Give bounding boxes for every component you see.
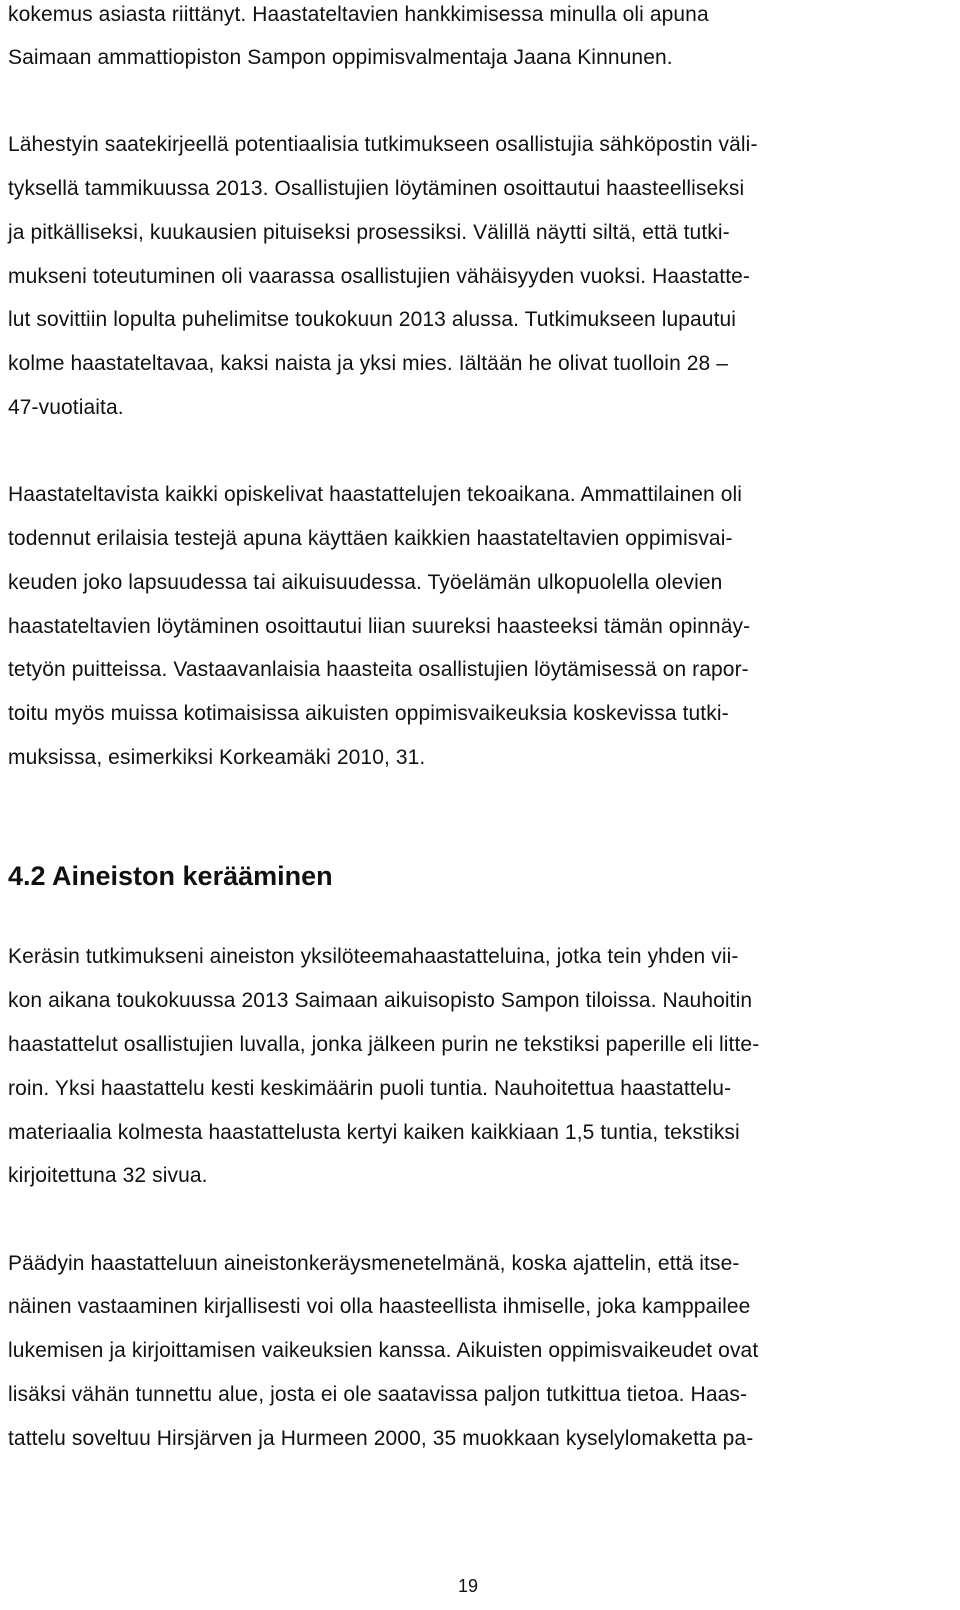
text-line: tyksellä tammikuussa 2013. Osallistujien löytäminen osoittautui haasteelliseksi bbox=[8, 177, 745, 200]
section-heading: 4.2 Aineiston kerääminen bbox=[8, 861, 333, 891]
text-line: tattelu soveltuu Hirsjärven ja Hurmeen 2000, 35 muokkaan kyselylomaketta pa- bbox=[8, 1427, 754, 1450]
text-line: kolme haastateltavaa, kaksi naista ja yksi mies. Iältään he olivat tuolloin 28 – bbox=[8, 352, 729, 375]
text-line: materiaalia kolmesta haastattelusta kertyi kaiken kaikkiaan 1,5 tuntia, tekstiksi bbox=[8, 1121, 740, 1144]
text-line: lut sovittiin lopulta puhelimitse toukokuun 2013 alussa. Tutkimukseen lupautui bbox=[8, 308, 737, 331]
text-line: keuden joko lapsuudessa tai aikuisuudessa. Työelämän ulkopuolella olevien bbox=[8, 571, 723, 594]
text-line: 47-vuotiaita. bbox=[8, 396, 124, 419]
text-line: kokemus asiasta riittänyt. Haastateltavien hankkimisessa minulla oli apuna bbox=[8, 3, 709, 26]
text-line: todennut erilaisia testejä apuna käyttäen kaikkien haastateltavien oppimisvai- bbox=[8, 527, 733, 550]
text-line: Keräsin tutkimukseni aineiston yksilöteemahaastatteluina, jotka tein yhden vii- bbox=[8, 945, 739, 968]
text-line: tetyön puitteissa. Vastaavanlaisia haasteita osallistujien löytämisessä on rapor- bbox=[8, 658, 749, 681]
text-line: roin. Yksi haastattelu kesti keskimäärin puoli tuntia. Nauhoitettua haastattelu- bbox=[8, 1077, 732, 1100]
text-line: mukseni toteutuminen oli vaarassa osallistujien vähäisyyden vuoksi. Haastatte- bbox=[8, 265, 751, 288]
text-line: lisäksi vähän tunnettu alue, josta ei ole saatavissa paljon tutkittua tietoa. Haas- bbox=[8, 1383, 748, 1406]
text-line: kon aikana toukokuussa 2013 Saimaan aikuisopisto Sampon tiloissa. Nauhoitin bbox=[8, 989, 753, 1012]
text-line: muksissa, esimerkiksi Korkeamäki 2010, 31. bbox=[8, 746, 426, 769]
page-number: 19 bbox=[457, 1576, 479, 1596]
text-line: toitu myös muissa kotimaisissa aikuisten oppimisvaikeuksia koskevissa tutki- bbox=[8, 702, 729, 725]
text-line: Päädyin haastatteluun aineistonkeräysmenetelmänä, koska ajattelin, että itse- bbox=[8, 1252, 740, 1275]
text-line: ja pitkälliseksi, kuukausien pituiseksi prosessiksi. Välillä näytti siltä, että tutki- bbox=[8, 221, 730, 244]
text-line: näinen vastaaminen kirjallisesti voi olla haasteellista ihmiselle, joka kamppailee bbox=[8, 1295, 751, 1318]
text-line: Lähestyin saatekirjeellä potentiaalisia tutkimukseen osallistujia sähköpostin väli- bbox=[8, 133, 758, 156]
text-line: haastattelut osallistujien luvalla, jonka jälkeen purin ne tekstiksi paperille eli litte- bbox=[8, 1033, 760, 1056]
text-line: Saimaan ammattiopiston Sampon oppimisvalmentaja Jaana Kinnunen. bbox=[8, 46, 673, 69]
text-line: Haastateltavista kaikki opiskelivat haastattelujen tekoaikana. Ammattilainen oli bbox=[8, 483, 743, 506]
text-line: haastateltavien löytäminen osoittautui liian suureksi haasteeksi tämän opinnäy- bbox=[8, 615, 751, 638]
text-line: kirjoitettuna 32 sivua. bbox=[8, 1164, 208, 1187]
text-line: lukemisen ja kirjoittamisen vaikeuksien kanssa. Aikuisten oppimisvaikeudet ovat bbox=[8, 1339, 759, 1362]
